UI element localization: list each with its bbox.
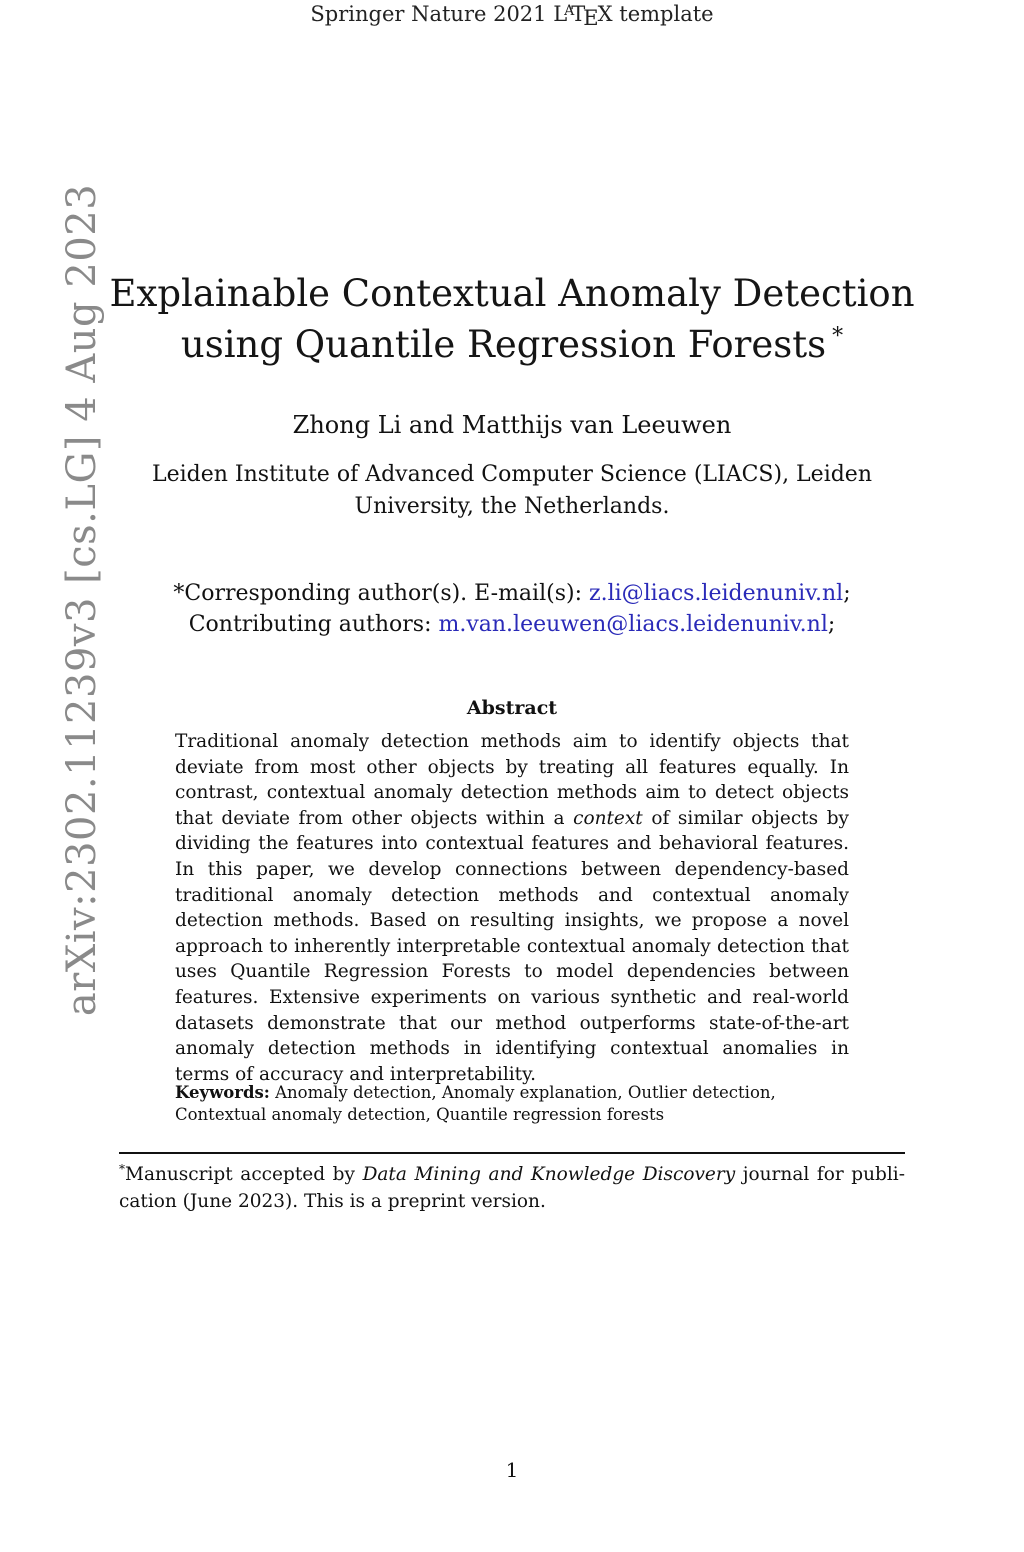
author-list: Zhong Li and Matthijs van Leeuwen — [292, 411, 732, 439]
title-footnote: *Manuscript accepted by Data Mining and Knowledge Discovery journal for publication (June 2023). This is a preprint version. — [119, 1162, 905, 1212]
paper-title: Explainable Contextual Anomaly Detection using Quantile Regression Forests * — [109, 272, 915, 366]
title-footnote-marker[interactable]: * — [832, 324, 844, 349]
abstract-heading: Abstract — [466, 697, 558, 719]
running-header: Springer Nature 2021 $L^ATEX$ template — [310, 2, 714, 30]
corresponding-email-link[interactable]: z.li@liacs.leidenuniv.nl — [588, 581, 844, 606]
arxiv-identifier-stamp: arXiv:2302.11239v3 [cs.LG] 4 Aug 2023 — [59, 183, 105, 1017]
affiliation: Leiden Institute of Advanced Computer Science (LIACS), Leiden University, the Netherlands. — [152, 462, 872, 519]
keywords: Keywords: Anomaly detection, Anomaly explanation, Outlier detection, Contextual anomaly detection, Quantile regression forests — [175, 1083, 776, 1124]
footnote-divider — [119, 1152, 905, 1154]
correspondence-block: *Corresponding author(s). E-mail(s): z.li@liacs.leidenuniv.nl; Contributing authors: m.van.leeuwen@liacs.leidenuniv.nl; — [173, 581, 851, 637]
page-number: 1 — [505, 1458, 519, 1482]
contributing-email-link[interactable]: m.van.leeuwen@liacs.leidenuniv.nl — [438, 612, 828, 637]
abstract-text: Traditional anomaly detection methods aim to identify objects that deviate from most other objects by treating all features equally. In contrast, contextual anomaly detection methods aim to detect objects that deviate from other objects within a context of similar objects by dividing the features into contextual features and behavioral features. In this paper, we develop connections between dependency-based traditional anomaly detection methods and contextual anomaly detection methods. Based on resulting insights, we propose a novel approach to inherently interpretable contextual anomaly detection that uses Quantile Regression Forests to model dependencies between features. Extensive experiments on various synthetic and real-world datasets demonstrate that our method outperforms state-of-the-art anomaly detection methods in identifying contextual anomalies in terms of accuracy and interpretability. — [175, 731, 849, 1085]
